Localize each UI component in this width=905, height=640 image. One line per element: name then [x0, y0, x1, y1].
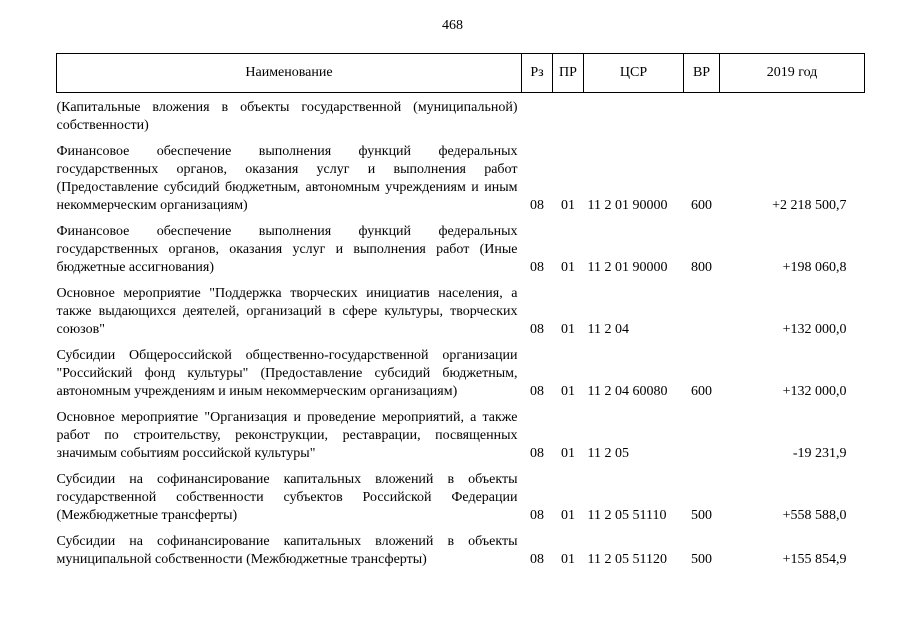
row-rz: 08 [530, 322, 544, 337]
table-row [57, 401, 865, 463]
row-csr [584, 93, 684, 136]
header-vr: ВР [684, 54, 720, 93]
row-vr [684, 401, 720, 463]
row-vr: 500 [691, 508, 712, 523]
row-rz: 08 [530, 384, 544, 399]
row-amount: +132 000,0 [782, 322, 847, 337]
table-row [57, 215, 865, 277]
table-row [57, 135, 865, 215]
table-row [57, 525, 865, 569]
row-csr: 11 2 01 90000 [587, 198, 668, 213]
row-pr [553, 93, 584, 136]
header-name: Наименование [57, 54, 522, 93]
table-row [57, 339, 865, 401]
page-number: 468 [442, 18, 463, 33]
row-amount: +198 060,8 [782, 260, 847, 275]
table-row [57, 277, 865, 339]
row-rz: 08 [530, 198, 544, 213]
row-pr: 01 [561, 384, 575, 399]
row-name: (Капитальные вложения в объекты государственной (муниципальной) собственности) [56, 100, 518, 133]
row-csr: 11 2 05 51110 [587, 508, 667, 523]
row-csr: 11 2 04 60080 [587, 384, 668, 399]
row-amount: -19 231,9 [792, 446, 847, 461]
row-amount: +155 854,9 [782, 552, 847, 567]
row-name: Финансовое обеспечение выполнения функций федеральных государственных органов, оказания услуг и выполнения работ (Иные бюджетные ассигнования) [56, 224, 518, 275]
row-pr: 01 [561, 322, 575, 337]
row-amount: +2 218 500,7 [772, 198, 847, 213]
header-pr: ПР [553, 54, 584, 93]
row-name: Основное мероприятие "Организация и проведение мероприятий, а также работ по строительству, реконструкции, реставрации, посвященных значимым событиям российской культуры" [56, 410, 518, 461]
row-csr: 11 2 04 [587, 322, 629, 337]
row-vr: 600 [691, 384, 712, 399]
row-vr: 800 [691, 260, 712, 275]
row-rz: 08 [530, 446, 544, 461]
row-rz [522, 93, 553, 136]
row-vr [684, 93, 720, 136]
row-rz: 08 [530, 508, 544, 523]
row-vr [684, 277, 720, 339]
table-row [57, 463, 865, 525]
row-vr: 500 [691, 552, 712, 567]
row-name: Субсидии на софинансирование капитальных вложений в объекты муниципальной собственности (Межбюджетные трансферты) [56, 534, 518, 567]
row-pr: 01 [561, 508, 575, 523]
row-name: Субсидии Общероссийской общественно-государственной организации "Российский фонд культуры" (Предоставление субсидий бюджетным, автономным учреждениям и иным некоммерческим организациям) [56, 348, 518, 399]
row-csr: 11 2 05 [587, 446, 629, 461]
row-pr: 01 [561, 446, 575, 461]
header-csr: ЦСР [584, 54, 684, 93]
row-name: Основное мероприятие "Поддержка творческих инициатив населения, а также выдающихся деятелей, организаций в сфере культуры, творческих союзов" [56, 286, 518, 337]
row-amount: +132 000,0 [782, 384, 847, 399]
table-header-row [57, 54, 865, 93]
header-rz: Рз [522, 54, 553, 93]
header-year: 2019 год [720, 54, 865, 93]
row-pr: 01 [561, 198, 575, 213]
row-pr: 01 [561, 552, 575, 567]
row-rz: 08 [530, 552, 544, 567]
row-name: Финансовое обеспечение выполнения функций федеральных государственных органов, оказания услуг и выполнения работ (Предоставление субсидий бюджетным, автономным учреждениям и иным некоммерческим организациям) [56, 144, 518, 213]
row-pr: 01 [561, 260, 575, 275]
row-csr: 11 2 05 51120 [587, 552, 667, 567]
row-csr: 11 2 01 90000 [587, 260, 668, 275]
row-rz: 08 [530, 260, 544, 275]
row-name: Субсидии на софинансирование капитальных вложений в объекты государственной собственности субъектов Российской Федерации (Межбюджетные трансферты) [56, 472, 518, 523]
budget-table [56, 53, 865, 569]
row-amount [720, 93, 865, 136]
row-amount: +558 588,0 [782, 508, 847, 523]
table-row [57, 93, 865, 136]
row-vr: 600 [691, 198, 712, 213]
